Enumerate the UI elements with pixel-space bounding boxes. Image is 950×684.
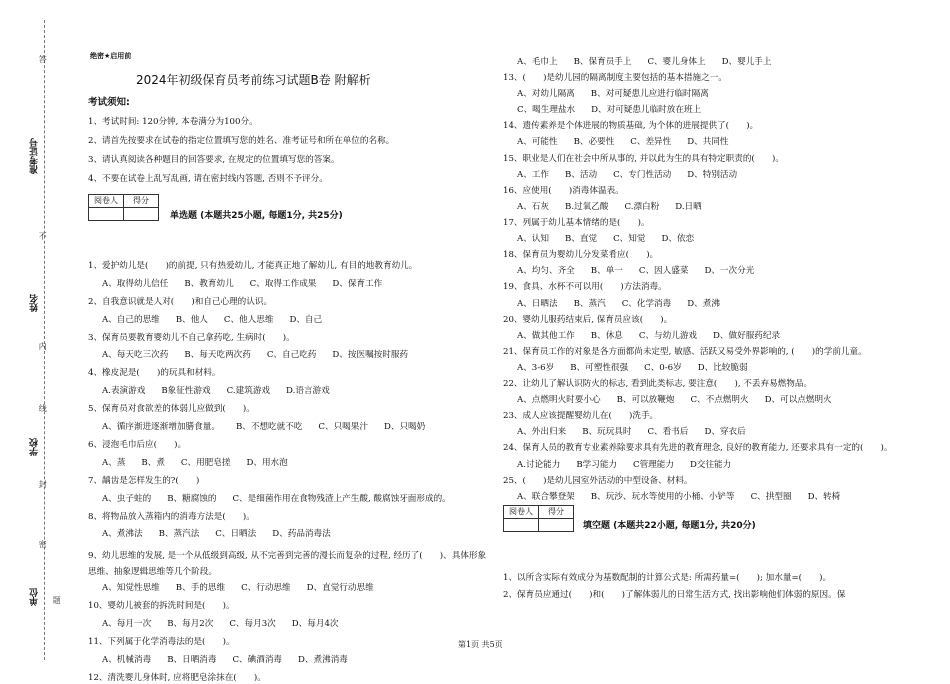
option-d[interactable]: D.语言游戏 xyxy=(286,386,330,396)
option-b[interactable]: B、蒸汽 xyxy=(573,299,606,309)
option-d[interactable]: D、穿衣后 xyxy=(704,427,746,437)
option-d[interactable]: D、自己 xyxy=(289,315,323,325)
options-row xyxy=(517,235,710,245)
option-b[interactable]: B、他人 xyxy=(175,315,208,325)
options-row xyxy=(102,495,467,505)
question-text: 13、( )是幼儿园的隔离制度主要包括的基本措施之一。 xyxy=(503,73,727,83)
question-text: 14、遗传素养是个体进展的物质基础, 为个体的进展提供了( )。 xyxy=(503,121,759,131)
option-a[interactable]: A、工作 xyxy=(517,170,549,180)
question-text: 4、橡皮泥是( )的玩具和材料。 xyxy=(88,368,221,378)
option-b[interactable]: B学习能力 xyxy=(576,460,618,470)
option-b[interactable]: B、直觉 xyxy=(565,234,598,244)
zkzh-label: 准考证号 xyxy=(30,138,40,174)
score-cell: 得分 xyxy=(124,195,159,208)
reviewer-cell: 阅卷人 xyxy=(89,195,124,208)
question-text: 23、成人应该提醒婴幼儿在( )洗手。 xyxy=(503,411,659,421)
option-d[interactable]: D、按医嘱按时服药 xyxy=(332,350,409,360)
option-a[interactable]: A、蒸 xyxy=(102,458,126,468)
score-blank xyxy=(539,519,574,532)
option-a[interactable]: A、联合攀登架 xyxy=(517,492,575,502)
margin-word: 不 xyxy=(38,232,48,241)
option-c[interactable]: C管理能力 xyxy=(633,460,674,470)
page-number: 第1页 共5页 xyxy=(458,640,503,649)
option-a[interactable]: A、煮沸法 xyxy=(102,529,143,539)
options-row xyxy=(517,171,753,181)
question-text: 2、自我意识就是人对( )和自己心理的认识。 xyxy=(88,297,273,307)
options-row xyxy=(102,584,390,594)
option-a[interactable]: A、认知 xyxy=(517,234,549,244)
school-label: 学校 xyxy=(30,438,40,456)
options-row xyxy=(102,351,424,361)
option-c[interactable]: C、差异性 xyxy=(630,137,672,147)
option-b[interactable]: B、保育员手上 xyxy=(573,57,632,67)
option-b[interactable]: B、玩玩具时 xyxy=(582,427,632,437)
option-a[interactable]: A.讨论能力 xyxy=(517,460,561,470)
option-b[interactable]: D、对可疑患儿临时放在班上 xyxy=(591,105,702,115)
margin-word: 线 xyxy=(38,404,48,413)
reviewer-blank xyxy=(89,208,124,221)
option-d[interactable]: D、每月4次 xyxy=(291,619,339,629)
question-text: 3、保育员要教育婴幼儿不自己拿药吃, 生病时( )。 xyxy=(88,333,295,343)
option-d[interactable]: D、转椅 xyxy=(807,492,841,502)
option-d[interactable]: D、特别活动 xyxy=(687,170,738,180)
option-c[interactable]: C、只喝果汁 xyxy=(318,422,368,432)
option-a[interactable]: A、对幼儿隔离 xyxy=(517,89,575,99)
option-d[interactable]: D、共同性 xyxy=(687,137,729,147)
option-a[interactable]: A、做其他工作 xyxy=(517,331,575,341)
option-a[interactable]: A、均匀、齐全 xyxy=(517,266,575,276)
option-d[interactable]: D、婴儿手上 xyxy=(721,57,772,67)
score-cell: 得分 xyxy=(539,506,574,519)
notice-item: 4、不要在试卷上乱写乱画, 请在密封线内答题, 否则不予评分。 xyxy=(88,174,328,184)
name-label: 姓名 xyxy=(30,294,40,312)
option-d[interactable]: D、只喝奶 xyxy=(383,422,426,432)
option-a[interactable]: A、循序渐进逐渐增加膳食量。 xyxy=(102,422,220,432)
option-d[interactable]: D、保育工作 xyxy=(332,279,383,289)
option-d[interactable]: D、做好服药纪录 xyxy=(713,331,781,341)
option-c[interactable]: C、与幼儿游戏 xyxy=(638,331,698,341)
options-row xyxy=(517,203,718,213)
option-b[interactable]: B、不想吃就不吃 xyxy=(235,422,303,432)
options-row xyxy=(102,280,398,290)
option-a[interactable]: A.表演游戏 xyxy=(102,386,146,396)
reviewer-blank xyxy=(504,519,539,532)
option-a[interactable]: A、知觉性思维 xyxy=(102,583,160,593)
options-row xyxy=(517,267,770,277)
options-row xyxy=(517,396,848,406)
question-text: 22、让幼儿了解认识防火的标志, 看到此类标志, 要注意( ), 不丢弃易燃物品。 xyxy=(503,379,813,389)
secret-label: 绝密★启用前 xyxy=(90,52,132,60)
option-d[interactable]: D.日晒 xyxy=(675,202,702,212)
option-a[interactable]: A、石灰 xyxy=(517,202,549,212)
options-row xyxy=(102,423,441,433)
question-text: 12、清洗婴儿身体时, 应将肥皂涂抹在( )。 xyxy=(88,673,266,683)
question-text: 5、保育员对食欲差的体弱儿应做到( )。 xyxy=(88,404,255,414)
option-d[interactable]: D、药品消毒法 xyxy=(272,529,331,539)
option-c[interactable]: C、取得工作成果 xyxy=(249,279,317,289)
option-d[interactable]: D、一次分光 xyxy=(704,266,755,276)
options-row xyxy=(517,364,764,374)
margin-word: 答 xyxy=(38,55,48,64)
margin-word: 内 xyxy=(38,342,48,351)
option-d[interactable]: D、煮沸 xyxy=(687,299,720,309)
option-b[interactable]: B、日晒消毒 xyxy=(167,655,217,665)
option-a[interactable]: A、外出归来 xyxy=(517,427,567,437)
option-c[interactable]: C、每月3次 xyxy=(229,619,276,629)
section1-title: 单选题 (本题共25小题, 每题1分, 共25分) xyxy=(170,211,343,221)
notice-item: 2、请首先按要求在试卷的指定位置填写您的姓名、准考证号和所在单位的名称。 xyxy=(88,136,395,146)
option-b[interactable]: B、对可疑患儿应进行临时隔离 xyxy=(590,89,709,99)
option-c[interactable]: C、他人思维 xyxy=(223,315,274,325)
option-b[interactable]: B象征性游戏 xyxy=(161,386,211,396)
question-text: 6、浸泡毛巾后应( )。 xyxy=(88,440,187,450)
option-a[interactable]: C、喝生理盐水 xyxy=(517,105,576,115)
margin-word: 封 xyxy=(38,480,48,489)
option-b[interactable]: B、可以放鞭炮 xyxy=(616,395,675,405)
question-text: 10、婴幼儿被套的拆洗时间是( )。 xyxy=(88,601,235,611)
page-title: 2024年初级保育员考前练习试题B卷 附解析 xyxy=(136,73,371,87)
option-c[interactable]: C、0-6岁 xyxy=(644,363,682,373)
option-a[interactable]: A、3-6岁 xyxy=(517,363,555,373)
option-c[interactable]: C、自己吃药 xyxy=(266,350,317,360)
option-a[interactable]: A、自己的思维 xyxy=(102,315,160,325)
options-row xyxy=(102,387,346,397)
options-row xyxy=(102,620,355,630)
question-text: 11、下列属于化学消毒法的是( )。 xyxy=(88,637,235,647)
option-d[interactable]: D、可以点燃明火 xyxy=(764,395,832,405)
options-row xyxy=(517,58,787,68)
option-a[interactable]: A、日晒法 xyxy=(517,299,558,309)
options-row xyxy=(517,138,745,148)
option-c[interactable]: C、拱型圈 xyxy=(750,492,792,502)
option-c[interactable]: C、不点燃明火 xyxy=(690,395,749,405)
question-text: 1、爱护幼儿是( )的前提, 只有热爱幼儿, 才能真正地了解幼儿, 有目的地教育幼儿。 xyxy=(88,261,418,271)
option-b[interactable]: B、可塑性很强 xyxy=(570,363,629,373)
option-b[interactable]: B、煮 xyxy=(141,458,165,468)
option-a[interactable]: A、机械消毒 xyxy=(102,655,152,665)
notice-item: 1、考试时间: 120分钟, 本卷满分为100分。 xyxy=(88,117,258,127)
fill-item: 1、以所含实际有效成分为基数配制的计算公式是: 所需药量=( ); 加水量=( )。 xyxy=(503,573,832,583)
option-b[interactable]: B、单一 xyxy=(590,266,623,276)
option-a[interactable]: A、每天吃三次药 xyxy=(102,350,169,360)
option-a[interactable]: A、点燃明火时要小心 xyxy=(517,395,601,405)
option-c[interactable]: C、用肥皂搓 xyxy=(180,458,231,468)
option-c[interactable]: C、是细菌作用在食物残渣上产生酸, 酸腐蚀牙面形成的。 xyxy=(232,494,451,504)
option-d[interactable]: D交往能力 xyxy=(689,460,732,470)
option-c[interactable]: C、看书后 xyxy=(647,427,689,437)
option-c[interactable]: C.建筑游戏 xyxy=(226,386,271,396)
option-b[interactable]: B、必要性 xyxy=(573,137,615,147)
option-a[interactable]: A、虫子蛀的 xyxy=(102,494,152,504)
option-b[interactable]: B、糖腐蚀的 xyxy=(167,494,217,504)
option-b[interactable]: B、玩沙、玩水等使用的小桶、小铲等 xyxy=(590,492,735,502)
question-text: 21、保育员工作的对象是各方面都尚未定型, 敏感、活跃又易受外界影响的, ( )的学前儿童。 xyxy=(503,347,867,357)
options-row xyxy=(517,461,747,471)
option-c[interactable]: C.漂白粉 xyxy=(624,202,660,212)
option-c[interactable]: C、婴儿身体上 xyxy=(647,57,706,67)
option-a[interactable]: A、取得幼儿信任 xyxy=(102,279,169,289)
options-row xyxy=(102,316,338,326)
option-d[interactable]: D、煮沸消毒 xyxy=(298,655,348,665)
question-text: 25、( )是幼儿园室外活动的中型设备、材料。 xyxy=(503,476,693,486)
options-row xyxy=(517,300,736,310)
notice-item: 3、请认真阅读各种题目的回答要求, 在规定的位置填写您的答案。 xyxy=(88,155,340,165)
options-row xyxy=(517,90,725,100)
reviewer-cell: 阅卷人 xyxy=(504,506,539,519)
option-b[interactable]: B.过氧乙酸 xyxy=(565,202,609,212)
options-row xyxy=(102,459,304,469)
option-b[interactable]: B、每月2次 xyxy=(167,619,214,629)
question-text: 24、保育人员的教育专业素养除要求具有先进的教育理念, 良好的教育能力, 还要求具有一定的( )。 xyxy=(503,443,893,453)
question-text: 16、应使用( )消毒体温表。 xyxy=(503,186,624,196)
option-b[interactable]: B、教育幼儿 xyxy=(184,279,234,289)
option-d[interactable]: D、用水泡 xyxy=(246,458,288,468)
option-b[interactable]: B、每天吃两次药 xyxy=(184,350,251,360)
score-blank xyxy=(124,208,159,221)
option-c[interactable]: C、碘酒消毒 xyxy=(232,655,283,665)
options-row xyxy=(517,106,717,116)
option-a[interactable]: A、可能性 xyxy=(517,137,558,147)
option-c[interactable]: C、日晒法 xyxy=(215,529,257,539)
binding-line xyxy=(44,20,45,660)
notice-title: 考试须知: xyxy=(88,97,130,108)
option-a[interactable]: A、每月一次 xyxy=(102,619,152,629)
question-text: 19、食具、水杯不可以用( )方法消毒。 xyxy=(503,282,667,292)
options-row xyxy=(517,332,796,342)
option-c[interactable]: C、因人盛菜 xyxy=(638,266,689,276)
margin-word: 密 xyxy=(38,540,48,549)
option-c[interactable]: C、行动思维 xyxy=(241,583,291,593)
option-d[interactable]: D、依恋 xyxy=(661,234,695,244)
question-text: 17、列属于幼儿基本情绪的是( )。 xyxy=(503,218,650,228)
option-c[interactable]: C、化学消毒 xyxy=(621,299,672,309)
score-box-2 xyxy=(503,505,574,532)
option-b[interactable]: B、蒸汽法 xyxy=(158,529,200,539)
question-text: 20、婴幼儿服药结束后, 保育员应该( )。 xyxy=(503,315,673,325)
options-row xyxy=(102,530,347,540)
score-box xyxy=(88,194,159,221)
fill-item: 2、保育员应通过( )和( )了解体弱儿的日常生活方式, 找出影响他们体弱的原因。保 xyxy=(503,590,846,600)
options-row xyxy=(102,656,364,666)
unit-label: 单位 xyxy=(30,588,40,606)
option-d[interactable]: D、直觉行动思维 xyxy=(306,583,374,593)
question-text: 15、职业是人们在社会中所从事的, 并以此为生的具有特定职责的( )。 xyxy=(503,154,784,164)
option-d[interactable]: D、比较脆弱 xyxy=(697,363,748,373)
question-text: 18、保育员为婴幼儿分发菜肴应( )。 xyxy=(503,250,659,260)
option-c[interactable]: C、专门性活动 xyxy=(613,170,672,180)
options-row xyxy=(517,493,856,503)
option-c[interactable]: C、知觉 xyxy=(613,234,646,244)
question-text: 7、龋齿是怎样发生的?( ) xyxy=(88,476,200,486)
option-a[interactable]: A、毛巾上 xyxy=(517,57,558,67)
section2-title: 填空题 (本题共22小题, 每题1分, 共20分) xyxy=(583,521,756,531)
option-b[interactable]: B、休息 xyxy=(590,331,623,341)
question-text: 8、将物品放入蒸箱内的消毒方法是( )。 xyxy=(88,512,255,522)
question-text: 9、幼儿思维的发展, 是一个从低级到高级, 从不完善到完善的漫长而复杂的过程, 经历了( )、具体形象思维、抽象逻辑思维等几个阶段。 xyxy=(88,551,487,577)
margin-tail: 题 xyxy=(52,596,62,605)
option-b[interactable]: B、手的思维 xyxy=(175,583,226,593)
option-b[interactable]: B、活动 xyxy=(565,170,598,180)
options-row xyxy=(517,428,762,438)
